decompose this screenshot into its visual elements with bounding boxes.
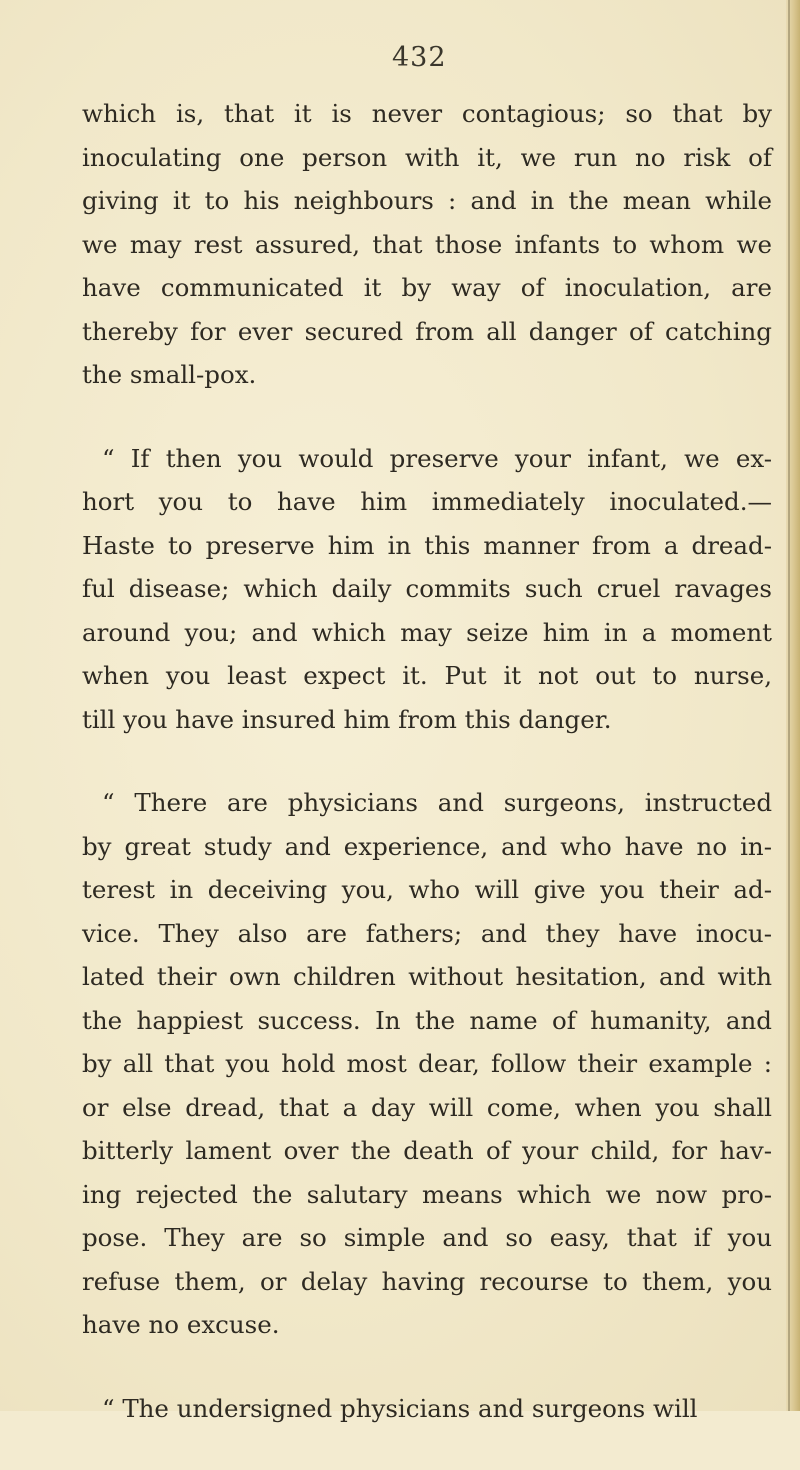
text-line: “ The undersigned physicians and surgeons will: [102, 1393, 698, 1423]
text-line: inoculating one person with it, we run no risk of: [82, 142, 772, 172]
text-line: thereby for ever secured from all danger of catching: [82, 316, 772, 346]
text-line: lated their own children without hesitation, and with: [82, 962, 772, 991]
text-line: giving it to his neighbours : and in the mean while: [82, 186, 772, 215]
text-line: the small-pox.: [82, 360, 257, 389]
text-line: by all that you hold most dear, follow their example :: [82, 1049, 772, 1078]
paragraph-2: [82, 437, 772, 742]
text-line: have communicated it by way of inoculation, are: [82, 273, 772, 302]
paragraph-3: [82, 781, 772, 1347]
text-line: Haste to preserve him in this manner from a dread-: [82, 530, 772, 560]
text-line: till you have insured him from this danger.: [82, 704, 612, 734]
text-line: the happiest success. In the name of humanity, and: [82, 1005, 772, 1035]
text-line: ful disease; which daily commits such cruel ravages: [82, 574, 772, 603]
text-line: terest in deceiving you, who will give you their ad-: [82, 875, 772, 904]
text-line: which is, that it is never contagious; so that by: [82, 99, 772, 128]
text-line: have no excuse.: [82, 1310, 280, 1339]
body-text: [82, 92, 772, 1470]
page-number: 432: [392, 42, 447, 73]
page-edge-line: [788, 0, 790, 1411]
text-line: hort you to have him immediately inoculated.—: [82, 487, 772, 516]
text-line: or else dread, that a day will come, when you shall: [82, 1092, 772, 1122]
text-line: ing rejected the salutary means which we now pro-: [82, 1179, 772, 1209]
text-line: pose. They are so simple and so easy, that if you: [82, 1223, 772, 1252]
paragraph-1: [82, 92, 772, 397]
text-line: we may rest assured, that those infants to whom we: [82, 229, 772, 259]
text-line: “ There are physicians and surgeons, instructed: [102, 788, 772, 817]
text-line: by great study and experience, and who have no in-: [82, 831, 772, 861]
text-line: “ If then you would preserve your infant, we ex-: [102, 443, 772, 473]
text-line: bitterly lament over the death of your child, for hav-: [82, 1136, 772, 1165]
text-line: refuse them, or delay having recourse to them, you: [82, 1266, 772, 1296]
text-line: around you; and which may seize him in a moment: [82, 617, 772, 647]
text-line: vice. They also are fathers; and they have inocu-: [82, 918, 772, 948]
paragraph-4: [82, 1387, 772, 1431]
text-line: when you least expect it. Put it not out to nurse,: [82, 661, 772, 690]
